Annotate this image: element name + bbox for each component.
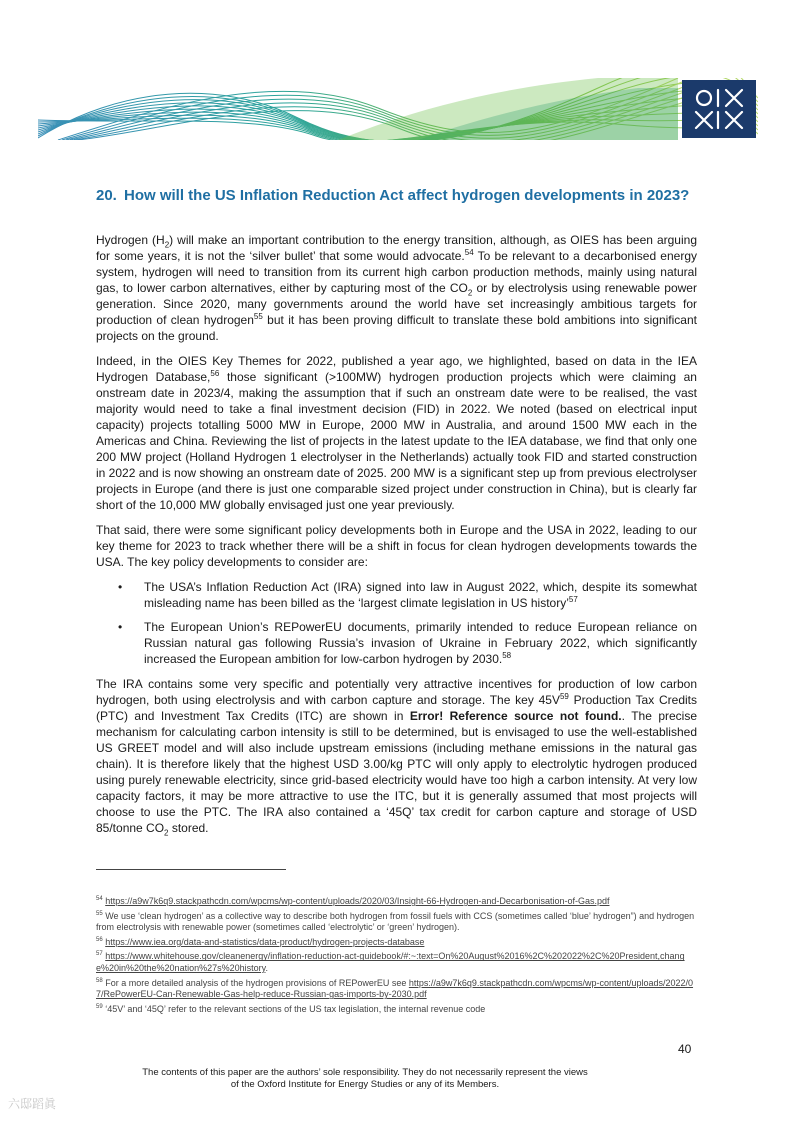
watermark: 六邸蹈眞: [8, 1097, 57, 1111]
footnote-58: $^{58}$ For a more detailed analysis of the hydrogen provisions of REPowerEU see https://a9w7k6q9.stackpathcdn.com/wpcms/wp-content/uploads/2022/07/RePowerEU-Can-Renewable-Gas-help-reduce-Russian-gas-imports-by-2030.pdf: [96, 977, 694, 1000]
footnote-ref[interactable]: 54: [464, 248, 474, 257]
section-title: How will the US Inflation Reduction Act affect hydrogen developments in 2023?: [124, 187, 690, 204]
section-number: 20.: [96, 187, 117, 204]
footnote-link[interactable]: https://a9w7k6q9.stackpathcdn.com/wpcms/wp-content/uploads/2020/03/Insight-66-Hydrogen-and-Decarbonisation-of-Gas.pdf: [105, 896, 610, 906]
list-item: • The European Union’s REPowerEU documents, primarily intended to reduce European reliance on Russian natural gas following Russia’s invasion of Ukraine in February 2022, which significantly increased the European ambition for low-carbon hydrogen by 2030.58: [96, 619, 697, 667]
oies-logo: [682, 80, 756, 138]
footnote-54: $^{54}$ https://a9w7k6q9.stackpathcdn.com/wpcms/wp-content/uploads/2020/03/Insight-66-Hydrogen-and-Decarbonisation-of-Gas.pdf: [96, 896, 610, 906]
paragraph-4: The IRA contains some very specific and potentially very attractive incentives for production of low carbon hydrogen, both using electrolysis and with carbon capture and storage. The key $45V^{59}$ Production Tax Credits (PTC) and Investment Tax Credits (ITC) are shown in Error! Reference source not found.. The precise mechanism for calculating carbon intensity is still to be determined, but is envisaged to use the well-established US GREET model and will also include upstream emissions (including methane emissions in the natural gas chain). It is therefore likely that the highest USD 3.00/kg PTC will only apply to electrolytic hydrogen produced using purely renewable electricity, since grid-based electricity would have too high a carbon intensity. At very low capacity factors, it may be more attractive to use the ITC, but it is generally assumed that most projects will choose to use the PTC. The IRA also contained a ‘45Q’ tax credit for carbon capture and storage of USD 85/tonne $CO_2$ stored.: [96, 677, 698, 838]
body-text: [96, 232, 697, 845]
footnote-55: $^{55}$ We use ‘clean hydrogen’ as a collective way to describe both hydrogen from fossil fuels with CCS (sometimes called ‘blue’ hydrogen”) and hydrogen from electrolysis with renewable power (sometimes called ‘electrolytic’ or ‘green’ hydrogen).: [96, 910, 695, 933]
footnote-link[interactable]: https://www.whitehouse.gov/cleanenergy/inflation-reduction-act-guidebook/#:~:text=On%20August%2016%2C%202022%2C%20President,change%20in%20the%20nation%27s%20history: [96, 951, 685, 973]
footnote-link[interactable]: https://a9w7k6q9.stackpathcdn.com/wpcms/wp-content/uploads/2022/07/RePowerEU-Can-Renewable-Gas-help-reduce-Russian-gas-imports-by-2030.pdf: [96, 977, 694, 1000]
paragraph-1: Hydrogen $(H_2)$ will make an important contribution to the energy transition, although, as OIES has been arguing for some years, it is not the ‘silver bullet’ that some would advocate.$^{54}$ To be relevant to a decarbonised energy system, hydrogen will need to transition from its current high carbon production methods, mainly using natural gas, to lower carbon alternatives, either by capturing most of the $CO_2$ or by electrolysis using renewable power generation. Since 2020, many governments around the world have set increasingly ambitious targets for production of clean hydrogen$^{55}$ but it has been proving difficult to translate these bold ambitions into significant projects on the ground.: [96, 233, 698, 343]
footnote-ref[interactable]: 55: [253, 312, 263, 321]
page-number: 40: [678, 1042, 692, 1056]
paragraph-2: Indeed, in the OIES Key Themes for 2022, published a year ago, we highlighted, based on data in the IEA Hydrogen Database,$^{56}$ those significant (>100MW) hydrogen production projects which were claiming an onstream date in 2023/4, making the assumption that if such an onstream date were to be realised, the vast majority would need to take a final investment decision (FID) in 2022. We noted (based on electrical input capacity) projects totalling 5000 MW in Europe, 2000 MW in Australia, and around 1500 MW each in the Americas and China. Reviewing the list of projects in the latest update to the IEA database, we find that only one 200 MW project (Holland Hydrogen 1 electrolyser in the Netherlands) actually took FID and started construction in 2022 and is now showing an onstream date of 2025. 200 MW is a significant step up from previous electrolyser projects in Europe (and there is just one comparable sized project under construction in China), but is clearly far short of the 10,000 MW globally envisaged just one year previously.: [96, 354, 697, 512]
section-heading: [96, 186, 696, 205]
footnotes: [96, 894, 697, 1016]
footnote-ref[interactable]: 57: [568, 595, 578, 604]
policy-list: [96, 579, 697, 667]
footnote-ref[interactable]: 56: [210, 369, 220, 378]
footnote-ref[interactable]: 58: [502, 651, 512, 660]
list-item: • The USA’s Inflation Reduction Act (IRA) signed into law in August 2022, which, despite its somewhat misleading name has been billed as the ‘largest climate legislation in US history’$^{57}$: [96, 579, 697, 611]
footnote-separator: [96, 869, 286, 870]
footnote-ref[interactable]: 59: [559, 692, 569, 701]
paragraph-3: That said, there were some significant policy developments both in Europe and the USA in 2022, leading to our key theme for 2023 to track whether there will be a shift in focus for clean hydrogen developments towards the USA. The key policy developments to consider are:: [96, 523, 697, 569]
header-wave-banner: [38, 78, 758, 140]
footnote-59: $^{59}$ ‘45V’ and ‘45Q’ refer to the relevant sections of the US tax legislation, the internal revenue code: [96, 1003, 486, 1014]
oies-logo-icon: [682, 80, 756, 138]
footnote-57: $^{57}$ https://www.whitehouse.gov/cleanenergy/inflation-reduction-act-guidebook/#:~:text=On%20August%2016%2C%202022%2C%20President,change%20in%20the%20nation%27s%20history.: [96, 951, 685, 973]
reference-error: Error! Reference source not found.: [409, 709, 622, 723]
wave-graphic: [38, 78, 758, 140]
footnote-56: $^{56}$ https://www.iea.org/data-and-statistics/data-product/hydrogen-projects-database: [96, 936, 425, 947]
disclaimer: The contents of this paper are the authors’ sole responsibility. They do not necessarily represent the views of the Oxford Institute for Energy Studies or any of its Members.: [142, 1067, 588, 1090]
footnote-link[interactable]: https://www.iea.org/data-and-statistics/data-product/hydrogen-projects-database: [105, 936, 425, 947]
